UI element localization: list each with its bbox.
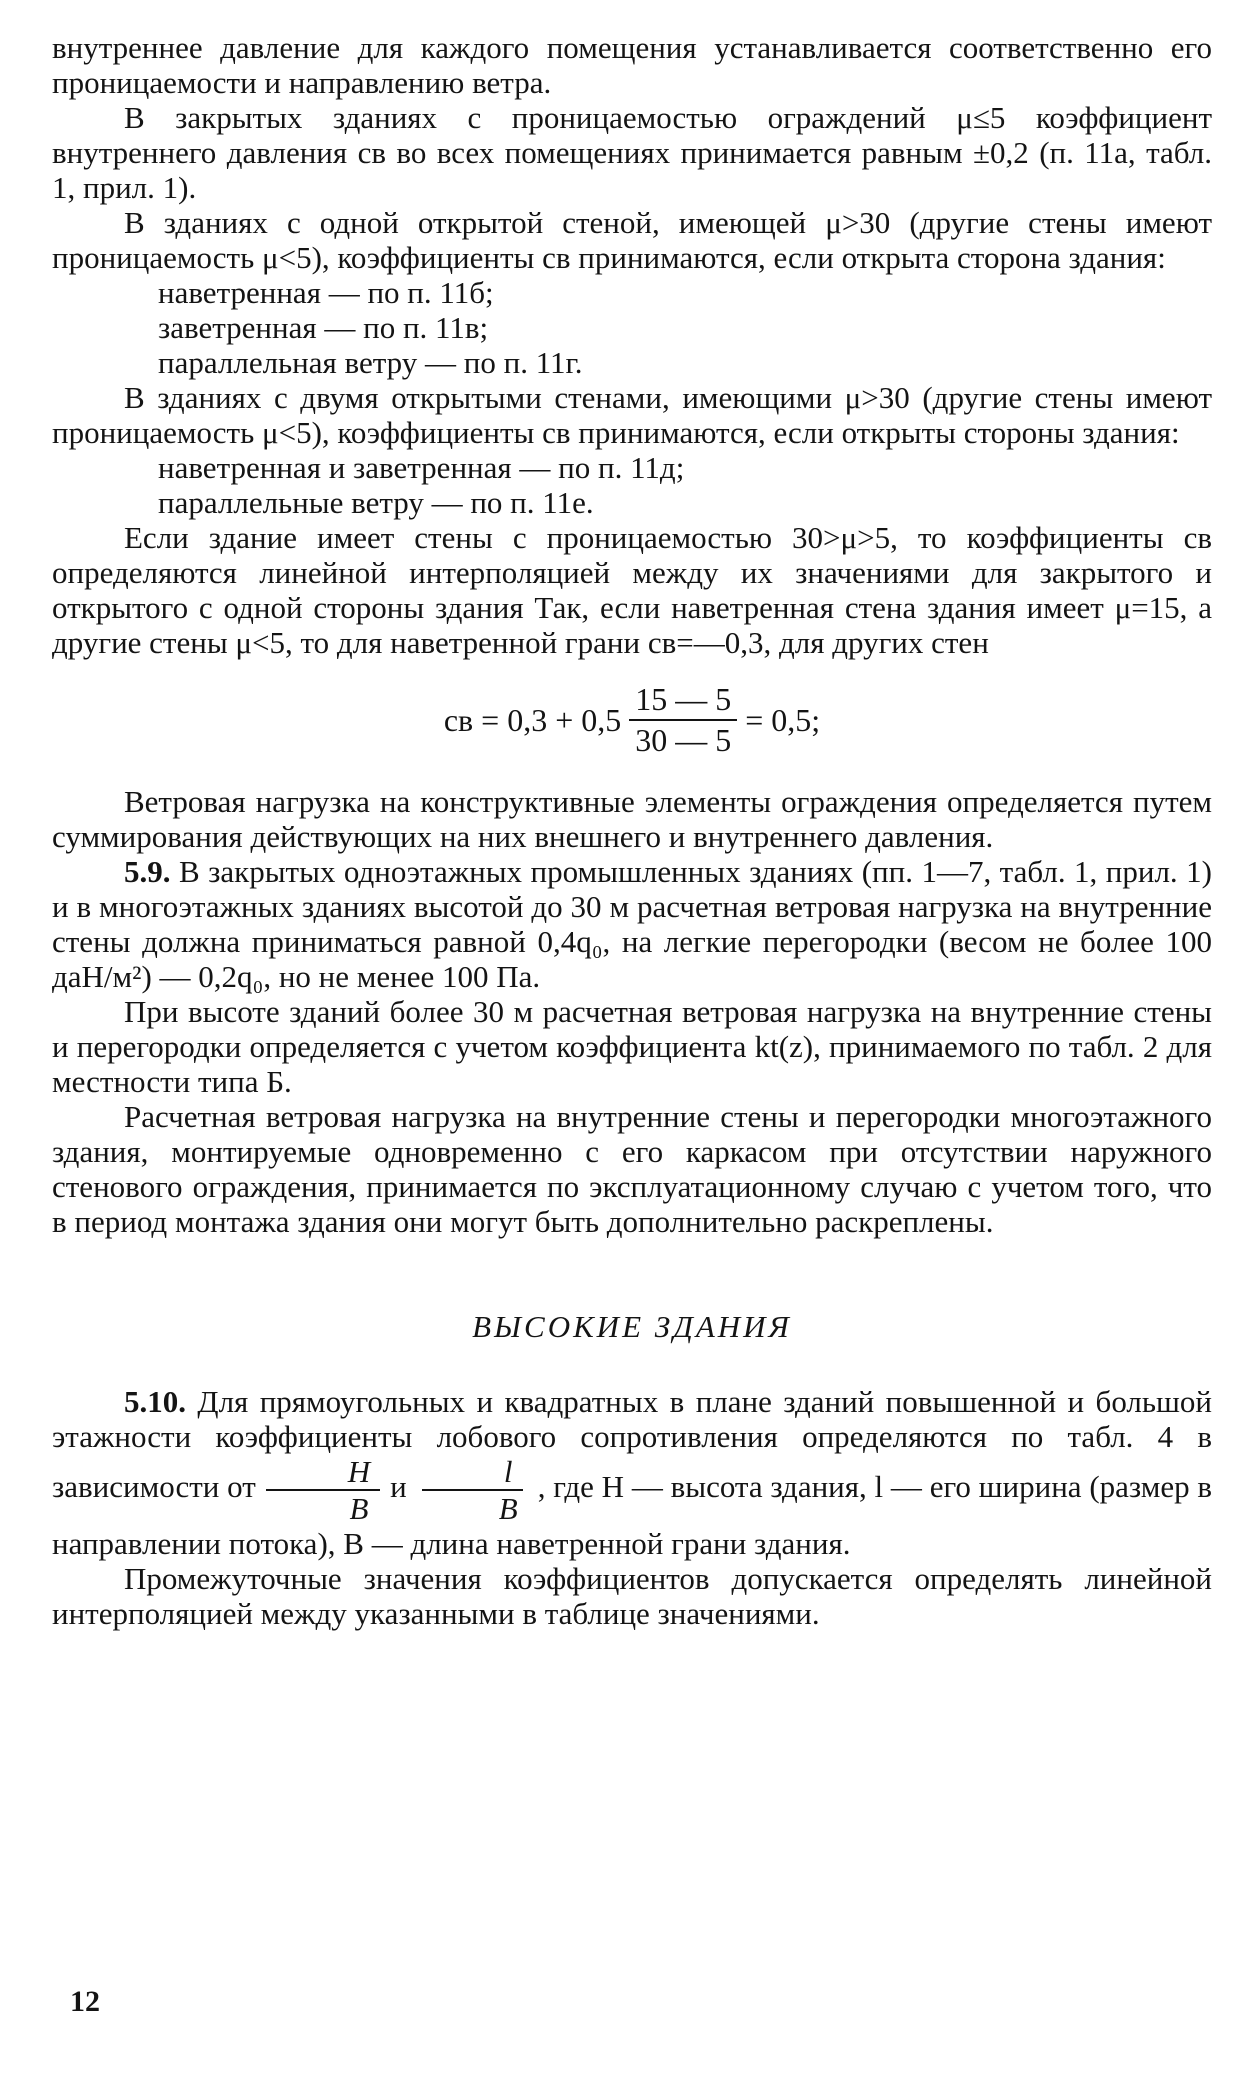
formula-numerator: 15 — 5 [629,682,737,721]
list-one-open-wall [52,275,1212,380]
conjunction: и [390,1469,407,1505]
paragraph-height-over-30: При высоте зданий более 30 м расчетная ветровая нагрузка на внутренние стены и перегородки определяется с учетом коэффициента kt(z), принимаемого по табл. 2 для местности типа Б. [52,994,1212,1099]
list-item: заветренная — по п. 11в; [158,310,489,345]
list-item: наветренная и заветренная — по п. 11д; [158,450,685,485]
fraction-h-b [266,1454,380,1526]
paragraph-one-open-wall: В зданиях с одной открытой стеной, имеющей μ>30 (другие стены имеют проницаемость μ<5), коэффициенты cв принимаются, если открыта сторона здания: [52,205,1212,275]
formula-lhs: cв = 0,3 + 0,5 [443,701,622,738]
page-number: 12 [70,1985,100,2018]
section-number: 5.10. [124,1384,186,1419]
fraction-numerator: l [422,1454,523,1491]
fraction-numerator: H [266,1454,380,1491]
section-number: 5.9. [124,854,171,889]
paragraph-5-9-text: В закрытых одноэтажных промышленных зданиях (пп. 1—7, табл. 1, прил. 1) и в многоэтажных зданиях высотой до 30 м расчетная ветровая нагрузка на внутренние стены должна приниматься равной 0,4q₀, на легкие перегородки (весом не более 100 даН/м²) — 0,2q₀, но не менее 100 Па. [52,854,1212,994]
paragraph-5-9 [52,854,1212,994]
paragraph-mounting: Расчетная ветровая нагрузка на внутренние стены и перегородки многоэтажного здания, монтируемые одновременно с его каркасом при отсутствии наружного стенового ограждения, принимается по эксплуатационному случаю с учетом того, что в период монтажа здания они могут быть дополнительно раскреплены. [52,1099,1212,1239]
paragraph-closed-buildings: В закрытых зданиях с проницаемостью ограждений μ≤5 коэффициент внутреннего давления cв во всех помещениях принимается равным ±0,2 (п. 11а, табл. 1, прил. 1). [52,100,1212,205]
formula-rhs: = 0,5; [745,701,821,738]
paragraph-5-10 [52,1384,1212,1561]
fraction-l-b [417,1454,528,1526]
paragraph-continuation: внутреннее давление для каждого помещения устанавливается соответственно его проницаемости и направлению ветра. [52,30,1212,100]
paragraph-wind-load: Ветровая нагрузка на конструктивные элементы ограждения определяется путем суммирования действующих на них внешнего и внутреннего давления. [52,784,1212,854]
section-heading: ВЫСОКИЕ ЗДАНИЯ [472,1309,792,1344]
list-two-open-walls [52,450,1212,520]
list-item: наветренная — по п. 11б; [158,275,494,310]
list-item: параллельная ветру — по п. 11г. [158,345,583,380]
formula-cv [52,682,1212,758]
paragraph-5-10-continuation: , где H — высота здания, l — его ширина (размер в направлении потока), B — длина наветренной грани здания. [52,1469,1212,1561]
document-body [52,30,1212,1631]
list-item: параллельные ветру — по п. 11е. [158,485,594,520]
paragraph-5-10-text: Для прямоугольных и квадратных в плане зданий повышенной и большой этажности коэффициенты лобового сопротивления определяются по табл. 4 в зависимости от [52,1384,1212,1505]
formula-fraction [629,682,737,758]
paragraph-intermediate-values: Промежуточные значения коэффициентов допускается определять линейной интерполяцией между указанными в таблице значениями. [52,1561,1212,1631]
fraction-denominator: B [349,1491,369,1526]
formula-denominator: 30 — 5 [635,722,732,758]
fraction-denominator: B [498,1491,518,1526]
paragraph-two-open-walls: В зданиях с двумя открытыми стенами, имеющими μ>30 (другие стены имеют проницаемость μ<5), коэффициенты cв принимаются, если открыты стороны здания: [52,380,1212,450]
paragraph-interpolation: Если здание имеет стены с проницаемостью 30>μ>5, то коэффициенты cв определяются линейной интерполяцией между их значениями для закрытого и открытого с одной стороны здания Так, если наветренная стена здания имеет μ=15, а другие стены μ<5, то для наветренной грани cв=—0,3, для других стен [52,520,1212,660]
